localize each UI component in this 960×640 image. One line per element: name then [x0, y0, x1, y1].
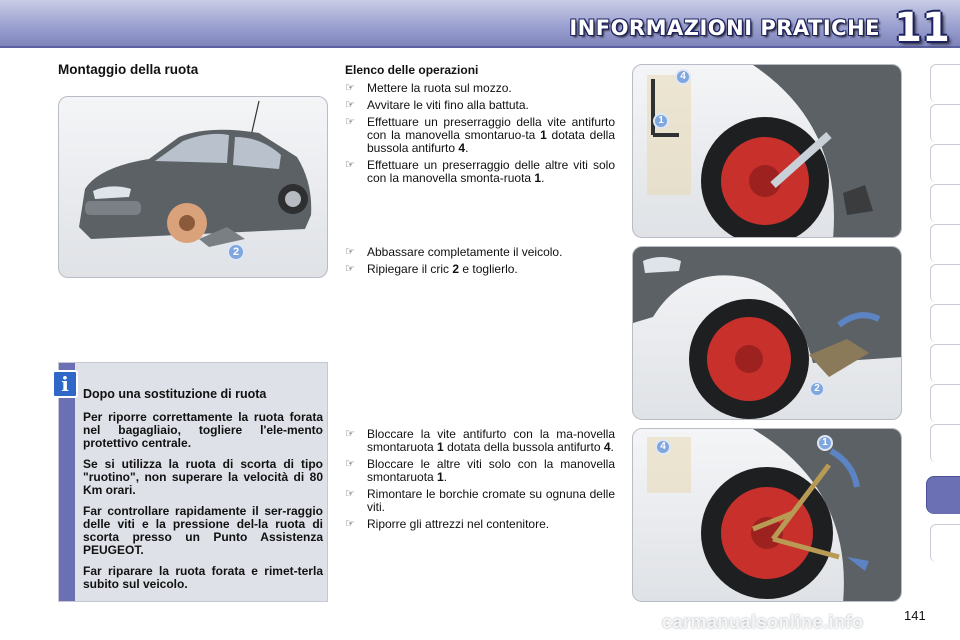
list-item — [345, 263, 615, 276]
chapter-tab[interactable] — [930, 424, 960, 462]
wheel-drawing-1 — [633, 65, 902, 238]
item-text: Abbassare completamente il veicolo. — [367, 245, 563, 259]
list-item — [345, 116, 615, 155]
hand-pointer-icon: ☞ — [345, 428, 355, 440]
chapter-tab-active[interactable] — [926, 476, 960, 514]
item-text: Bloccare le altre viti solo con la manovella smontaruota — [367, 457, 615, 484]
list-item — [345, 488, 615, 514]
page-number: 141 — [904, 608, 926, 623]
item-text: . — [443, 470, 448, 484]
chapter-number: 11 — [894, 5, 950, 51]
item-text: Mettere la ruota sul mozzo. — [367, 81, 512, 95]
car-illustration — [58, 96, 328, 278]
chapter-tab[interactable] — [930, 344, 960, 382]
item-text: dotata della bussola antifurto — [443, 440, 604, 454]
operations-list-3 — [345, 428, 615, 535]
item-ref: 4 — [458, 141, 466, 155]
item-ref: 4 — [603, 440, 611, 454]
list-item — [345, 99, 615, 112]
item-ref: 1 — [437, 470, 444, 484]
chapter-tab[interactable] — [930, 384, 960, 422]
wheel-illustration-3 — [632, 428, 902, 602]
header-underline — [0, 46, 960, 48]
chapter-tab[interactable] — [930, 264, 960, 302]
wheel-illustration-2 — [632, 246, 902, 420]
item-text: Bloccare la vite antifurto con la ma-novella smontaruota — [367, 427, 615, 454]
info-icon: i — [52, 370, 78, 398]
info-bar — [59, 363, 75, 601]
item-text: Riporre gli attrezzi nel contenitore. — [367, 517, 550, 531]
car-drawing — [59, 97, 328, 278]
wheel-drawing-3 — [633, 429, 902, 602]
info-paragraph: Far controllare rapidamente il ser-raggio delle viti e la pressione del-la ruota di scorta presso un Punto Assistenza PEUGEOT. — [83, 504, 323, 557]
chapter-tab[interactable] — [930, 64, 960, 102]
chapter-tab[interactable] — [930, 104, 960, 142]
info-paragraph: Far riparare la ruota forata e rimet-terla subito sul veicolo. — [83, 564, 323, 591]
section-title: Montaggio della ruota — [58, 62, 199, 77]
callout-badge: 1 — [817, 435, 833, 451]
callout-badge: 2 — [809, 381, 825, 397]
item-text: dotata della bussola antifurto — [367, 128, 615, 155]
wheel-drawing-2 — [633, 247, 902, 420]
chapter-tabs — [930, 64, 960, 584]
callout-badge: 1 — [653, 113, 669, 129]
hand-pointer-icon: ☞ — [345, 488, 355, 500]
info-title: Dopo una sostituzione di ruota — [83, 387, 267, 401]
item-text: Rimontare le borchie cromate su ognuna delle viti. — [367, 487, 615, 514]
hand-pointer-icon: ☞ — [345, 263, 355, 275]
hand-pointer-icon: ☞ — [345, 518, 355, 530]
list-item — [345, 458, 615, 484]
callout-badge: 4 — [655, 439, 671, 455]
item-ref: 2 — [452, 262, 460, 276]
info-content — [83, 387, 323, 599]
item-text: e toglierlo. — [459, 262, 518, 276]
callout-badge: 2 — [227, 243, 245, 261]
list-item — [345, 246, 615, 259]
chapter-tab[interactable] — [930, 224, 960, 262]
watermark: carmanualsonline.info — [662, 612, 864, 632]
operations-list-1 — [345, 82, 615, 189]
item-text: . — [541, 171, 545, 185]
chapter-tab[interactable] — [930, 304, 960, 342]
list-item — [345, 82, 615, 95]
hand-pointer-icon: ☞ — [345, 458, 355, 470]
list-item — [345, 518, 615, 531]
item-ref: 1 — [540, 128, 547, 142]
chapter-tab[interactable] — [930, 524, 960, 562]
chapter-tab[interactable] — [930, 144, 960, 182]
item-text: Effettuare un preserraggio delle altre viti solo con la manovella smonta-ruota — [367, 158, 615, 185]
item-text: . — [465, 141, 469, 155]
info-paragraph: Per riporre correttamente la ruota forata nel bagagliaio, togliere l'ele-mento protettivo centrale. — [83, 410, 323, 450]
info-paragraph: Se si utilizza la ruota di scorta di tipo "ruotino", non superare la velocità di 80 Km orari. — [83, 457, 323, 497]
item-text: . — [610, 440, 614, 454]
item-ref: 1 — [437, 440, 444, 454]
chapter-title: INFORMAZIONI PRATICHE — [569, 16, 880, 40]
list-item — [345, 159, 615, 185]
hand-pointer-icon: ☞ — [345, 246, 355, 258]
hand-pointer-icon: ☞ — [345, 159, 355, 171]
item-text: Avvitare le viti fino alla battuta. — [367, 98, 529, 112]
item-text: Ripiegare il cric — [367, 262, 453, 276]
chapter-tab[interactable] — [930, 184, 960, 222]
hand-pointer-icon: ☞ — [345, 99, 355, 111]
info-box — [58, 362, 328, 602]
wheel-illustration-1 — [632, 64, 902, 238]
callout-badge: 4 — [675, 69, 691, 85]
hand-pointer-icon: ☞ — [345, 116, 355, 128]
operations-list-2 — [345, 246, 615, 280]
item-text: Effettuare un preserraggio della vite antifurto con la manovella smontaruo-ta — [367, 115, 615, 142]
item-ref: 1 — [534, 171, 542, 185]
list-item — [345, 428, 615, 454]
operations-title: Elenco delle operazioni — [345, 63, 479, 77]
hand-pointer-icon: ☞ — [345, 82, 355, 94]
